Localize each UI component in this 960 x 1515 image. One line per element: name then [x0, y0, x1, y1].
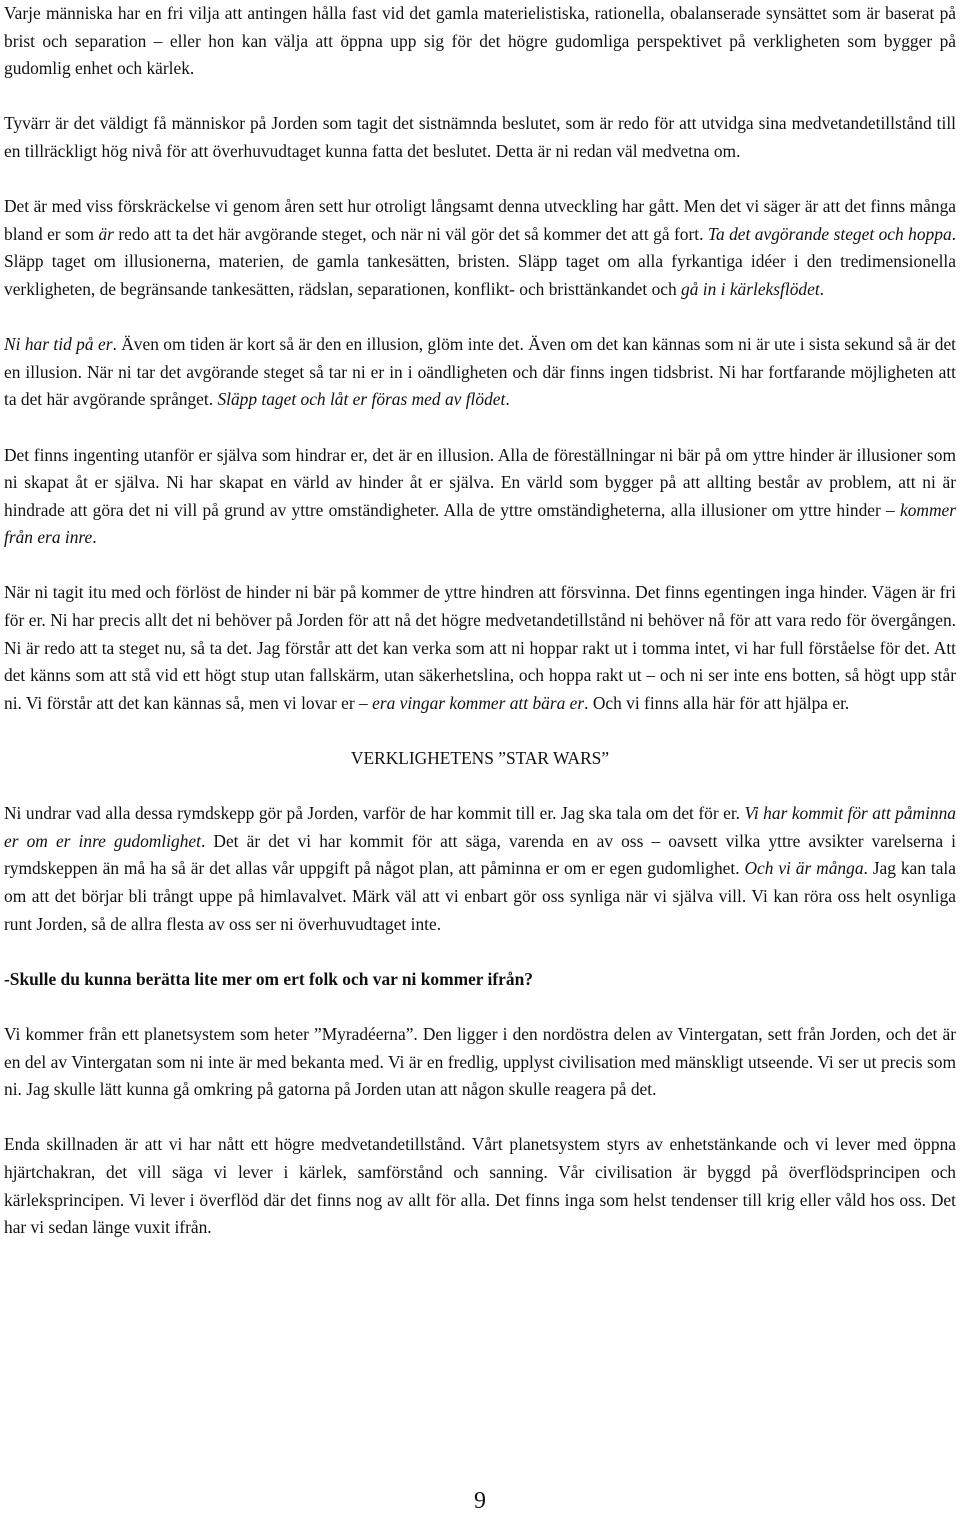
- paragraph-6-emphasis: era vingar kommer att bära er: [372, 692, 585, 713]
- paragraph-4: [4, 331, 956, 414]
- paragraph-3-emphasis: gå in i kärleksflödet: [681, 278, 820, 299]
- paragraph-3-emphasis: är: [98, 223, 114, 244]
- paragraph-6: [4, 579, 956, 717]
- paragraph-5: [4, 442, 956, 552]
- paragraph-4-emphasis: Släpp taget och låt er föras med av flödet: [217, 389, 506, 410]
- paragraph-3: [4, 193, 956, 303]
- paragraph-5-emphasis: kommer från era inre: [4, 499, 956, 548]
- paragraph-7-emphasis: Och vi är många: [744, 858, 864, 879]
- paragraph-3-text: . Släpp taget om illusionerna, materien, de gamla tankesätten, bristen. Släpp taget om alla fyrkantiga idéer i den tredimensionella verkligheten, de begränsande tankesätten, rädslan, separationen, konflikt- och bristtänkandet och: [4, 223, 956, 299]
- paragraph-4-text: . Även om tiden är kort så är den en illusion, glöm inte det. Även om det kan kännas som ni är ute i sista sekund så är det en illusion. När ni tar det avgörande steget så tar ni er in i oändligheten och där finns ingen tidsbrist. Ni har fortfarande möjligheten att ta det här avgörande språnget.: [4, 334, 956, 410]
- paragraph-5-text: Det finns ingenting utanför er själva som hindrar er, det är en illusion. Alla de föreställningar ni bär på om yttre hinder är illusioner som ni skapat åt er själva. Ni har skapat en värld av hinder åt er själva. En värld som bygger på att allting består av problem, att ni är hindrade att göra det ni vill på grund av yttre omständigheter. Alla de yttre omständigheterna, alla illusioner om yttre hinder –: [4, 444, 956, 520]
- paragraph-4-text: .: [505, 389, 510, 410]
- paragraph-5-text: .: [92, 527, 97, 548]
- section-heading: VERKLIGHETENS ”STAR WARS”: [350, 748, 610, 769]
- paragraph-3-text: .: [819, 278, 825, 299]
- paragraph-7-emphasis: Vi har kommit för att påminna er om er inre gudomlighet: [4, 803, 957, 851]
- paragraph-9: Enda skillnaden är att vi har nått ett högre medvetandetillstånd. Vårt planetsystem styrs av enhetstänkande och vi lever med öppna hjärtchakran, det vill säga vi lever i kärlek, samförstånd och sanning. Vår civilisation är byggd på överflödsprincipen och kärleksprincipen. Vi lever i överflöd där det finns nog av allt för alla. Det finns inga som helst tendenser till krig eller våld hos oss. Det har vi sedan länge vuxit ifrån.: [4, 1134, 956, 1238]
- paragraph-8: Vi kommer från ett planetsystem som heter ”Myradéerna”. Den ligger i den nordöstra delen av Vintergatan, sett från Jorden, och det är en del av Vintergatan som ni inte är med bekanta med. Vi är en fredlig, upplyst civilisation med mänskligt utseende. Vi ser ut precis som ni. Jag skulle lätt kunna gå omkring på gatorna på Jorden utan att någon skulle reagera på det.: [4, 1023, 956, 1100]
- document-page: [4, 0, 956, 1242]
- paragraph-6-text: När ni tagit itu med och förlöst de hinder ni bär på kommer de yttre hindren att försvinna. Det finns egentingen inga hinder. Vägen är fri för er. Ni har precis allt det ni behöver på Jorden för att nå det högre medvetandetillstånd ni behöver nå för att vara redo för övergången. Ni är redo att ta steget nu, så ta det. Jag förstår att det kan verka som att ni hoppar rakt ut i tomma intet, vi har full förståelse för det. Att det känns som att stå vid ett högt stup utan fallskärm, utan säkerhetslina, och hoppa rakt ut – och ni ser inte ens botten, så högt upp står ni. Vi förstår att det kan kännas så, men vi lovar er –: [4, 582, 956, 713]
- paragraph-1: Varje människa har en fri vilja att antingen hålla fast vid det gamla materielistiska, rationella, obalanserade synsättet som är baserat på brist och separation – eller hon kan välja att öppna upp sig för det högre gudomliga perspektivet på verkligheten som bygger på gudomlig enhet och kärlek.: [4, 3, 956, 79]
- paragraph-2: Tyvärr är det väldigt få människor på Jorden som tagit det sistnämnda beslutet, som är redo för att utvidga sina medvetandetillstånd till en tillräckligt hög nivå för att överhuvudtaget kunna fatta det beslutet. Detta är ni redan väl medvetna om.: [4, 113, 956, 161]
- paragraph-4-emphasis: Ni har tid på er: [4, 334, 113, 355]
- interview-question: -Skulle du kunna berätta lite mer om ert folk och var ni kommer ifrån?: [4, 968, 533, 989]
- paragraph-7: [4, 800, 956, 938]
- paragraph-7-text: Ni undrar vad alla dessa rymdskepp gör på Jorden, varför de har kommit till er. Jag ska tala om det för er.: [4, 803, 745, 824]
- paragraph-7-text: . Det är det vi har kommit för att säga, varenda en av oss – oavsett vilka yttre avsikter varelserna i rymdskeppen än må ha så är det allas vår uppgift på något plan, att påminna er om er egen gudomlighet.: [4, 830, 956, 879]
- paragraph-7-text: . Jag kan tala om att det börjar bli trångt uppe på himlavalvet. Märk väl att vi enbart gör oss synliga när vi själva vill. Vi kan röra oss helt osynliga runt Jorden, så de allra flesta av oss ser ni överhuvudtaget inte.: [4, 858, 956, 934]
- paragraph-6-text: . Och vi finns alla här för att hjälpa er.: [584, 692, 850, 713]
- paragraph-3-emphasis: Ta det avgörande steget och hoppa: [707, 223, 952, 244]
- page-number: 9: [474, 1488, 486, 1514]
- paragraph-3-text: Det är med viss förskräckelse vi genom åren sett hur otroligt långsamt denna utveckling har gått. Men det vi säger är att det finns många bland er som: [4, 196, 956, 244]
- paragraph-3-text: redo att ta det här avgörande steget, och när ni väl gör det så kommer det att gå fort.: [113, 223, 708, 244]
